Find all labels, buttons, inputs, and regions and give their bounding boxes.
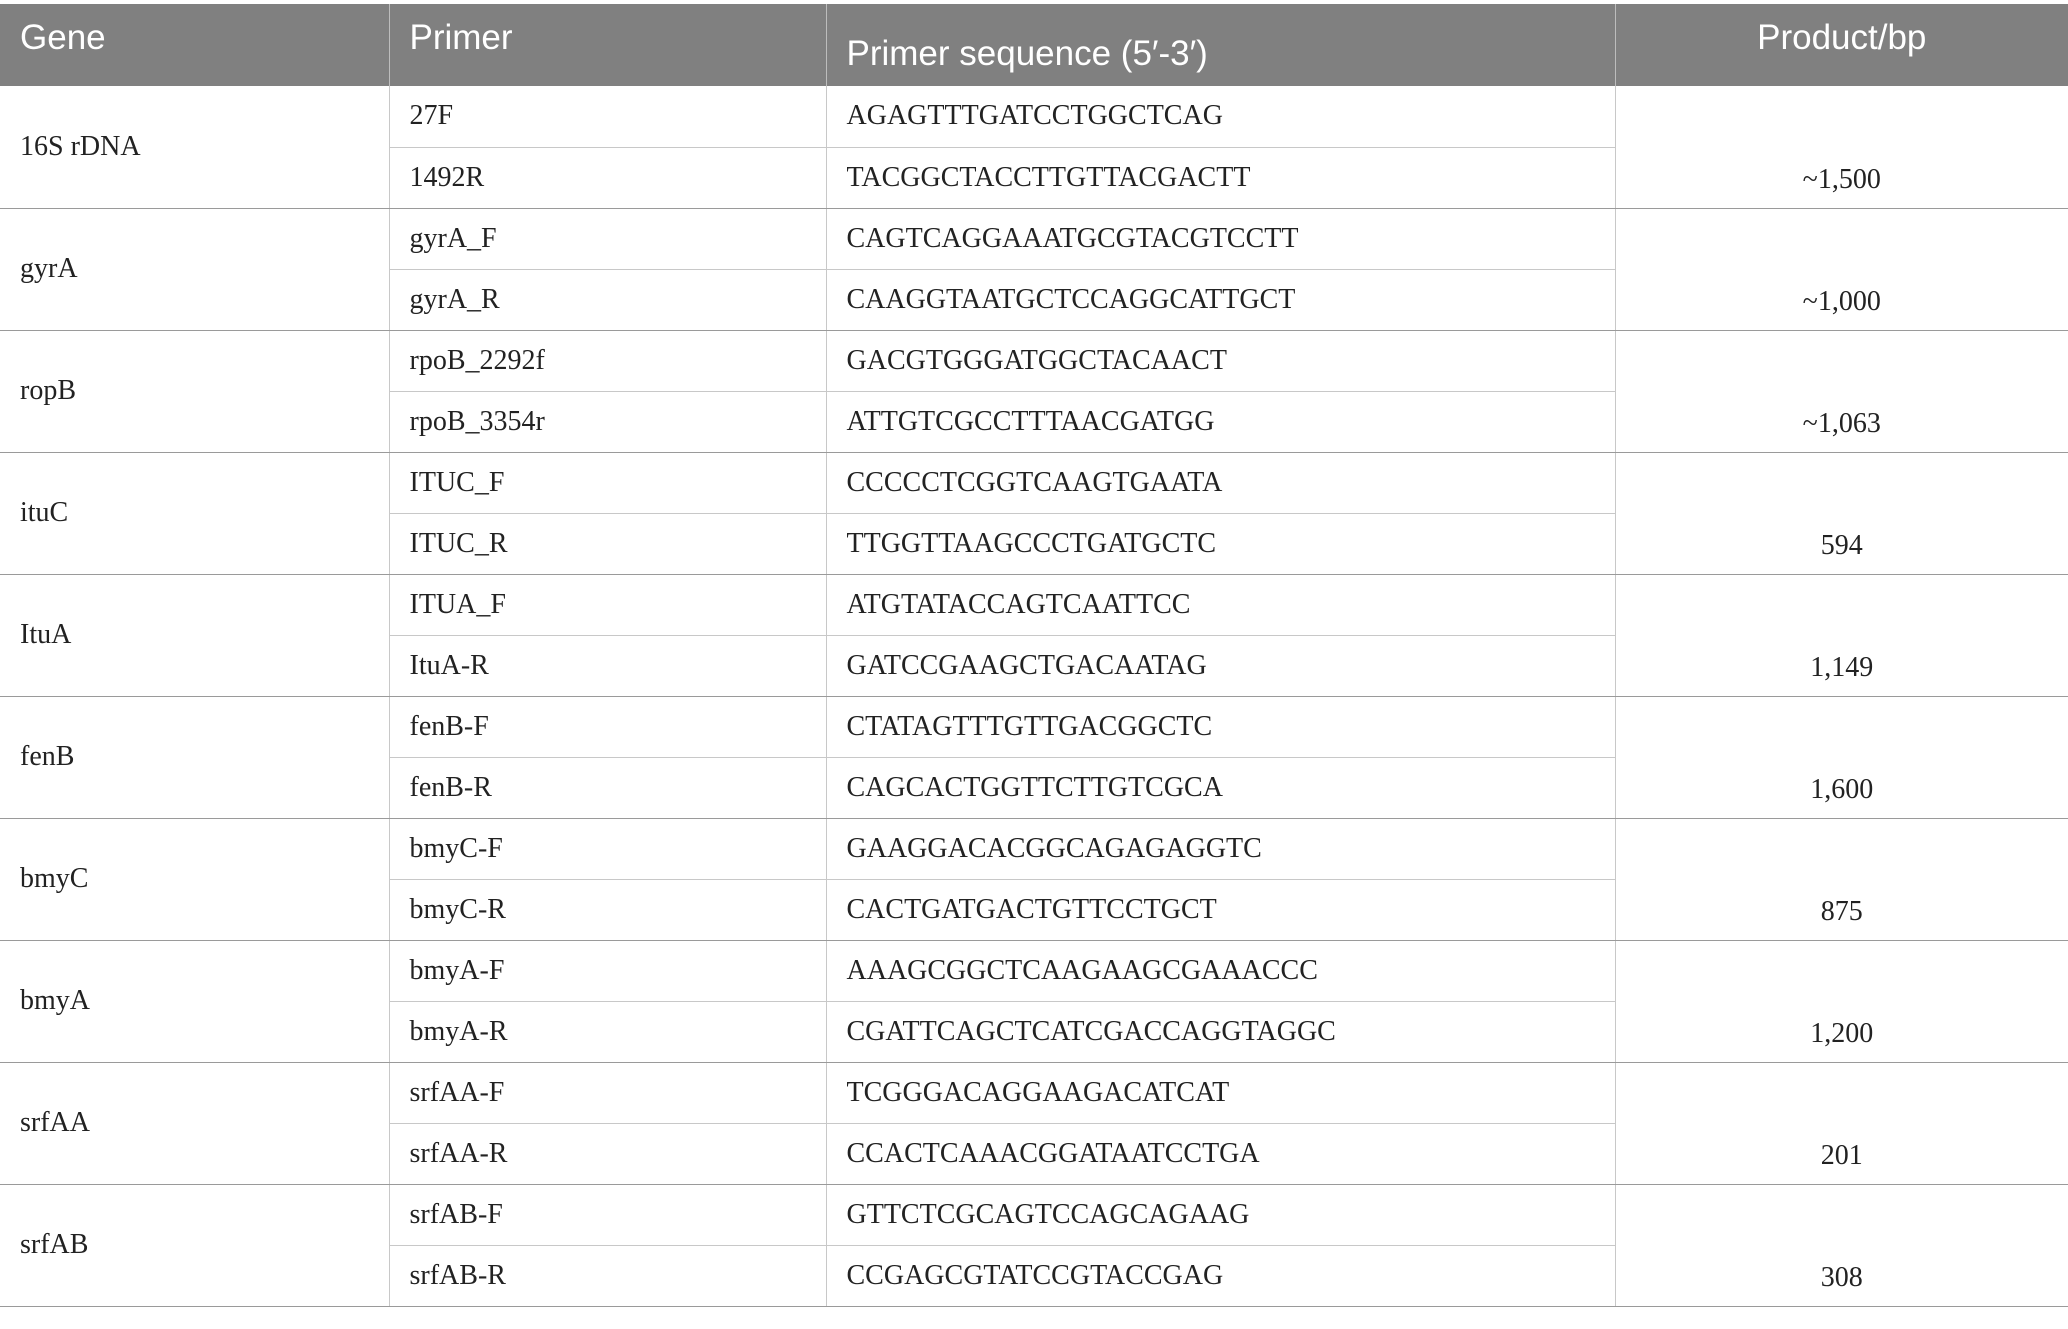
table-header [0,4,2068,86]
product-size-cell: 201 [1615,1062,2068,1184]
product-size-cell: ~1,500 [1615,86,2068,208]
table-row [0,86,2068,147]
primer-sequence-cell: TACGGCTACCTTGTTACGACTT [826,147,1615,208]
gene-cell: ropB [0,330,389,452]
product-size-cell: 1,600 [1615,696,2068,818]
primer-sequence-cell: CTATAGTTTGTTGACGGCTC [826,696,1615,757]
primer-sequence-cell: AGAGTTTGATCCTGGCTCAG [826,86,1615,147]
primer-name-cell: rpoB_2292f [389,330,826,391]
product-size-cell: 1,149 [1615,574,2068,696]
primer-name-cell: bmyA-F [389,940,826,1001]
primer-name-cell: gyrA_F [389,208,826,269]
primer-name-cell: srfAA-R [389,1123,826,1184]
gene-cell: 16S rDNA [0,86,389,208]
table-row [0,1062,2068,1123]
primer-sequence-cell: CCGAGCGTATCCGTACCGAG [826,1245,1615,1306]
gene-cell: bmyC [0,818,389,940]
primer-sequence-cell: GATCCGAAGCTGACAATAG [826,635,1615,696]
primer-name-cell: ItuA-R [389,635,826,696]
table-row [0,452,2068,513]
primer-name-cell: bmyC-F [389,818,826,879]
primer-sequence-cell: CAGTCAGGAAATGCGTACGTCCTT [826,208,1615,269]
table-row [0,940,2068,1001]
primer-name-cell: 1492R [389,147,826,208]
product-size-cell: 1,200 [1615,940,2068,1062]
table-body [0,86,2068,1306]
primer-sequence-cell: GAAGGACACGGCAGAGAGGTC [826,818,1615,879]
primer-name-cell: fenB-R [389,757,826,818]
gene-cell: srfAB [0,1184,389,1306]
primer-sequence-cell: GACGTGGGATGGCTACAACT [826,330,1615,391]
primer-sequence-cell: CCCCCTCGGTCAAGTGAATA [826,452,1615,513]
primer-sequence-cell: TCGGGACAGGAAGACATCAT [826,1062,1615,1123]
gene-cell: bmyA [0,940,389,1062]
primer-name-cell: srfAB-F [389,1184,826,1245]
product-size-cell: 875 [1615,818,2068,940]
header-primer: Primer [389,4,826,86]
table-row [0,330,2068,391]
primer-sequence-cell: ATGTATACCAGTCAATTCC [826,574,1615,635]
primer-name-cell: bmyC-R [389,879,826,940]
primer-name-cell: bmyA-R [389,1001,826,1062]
primer-name-cell: ITUA_F [389,574,826,635]
primer-name-cell: ITUC_R [389,513,826,574]
header-gene: Gene [0,4,389,86]
gene-cell: srfAA [0,1062,389,1184]
table-row [0,818,2068,879]
primer-name-cell: rpoB_3354r [389,391,826,452]
header-product: Product/bp [1615,4,2068,86]
primer-sequence-cell: TTGGTTAAGCCCTGATGCTC [826,513,1615,574]
gene-cell: fenB [0,696,389,818]
table-row [0,1184,2068,1245]
primer-sequence-cell: GTTCTCGCAGTCCAGCAGAAG [826,1184,1615,1245]
primer-name-cell: fenB-F [389,696,826,757]
product-size-cell: ~1,000 [1615,208,2068,330]
primer-sequence-cell: AAAGCGGCTCAAGAAGCGAAACCC [826,940,1615,1001]
product-size-cell: 308 [1615,1184,2068,1306]
primer-table [0,4,2068,1307]
table-row [0,208,2068,269]
header-sequence: Primer sequence (5′-3′) [826,4,1615,86]
primer-name-cell: gyrA_R [389,269,826,330]
gene-cell: ItuA [0,574,389,696]
primer-name-cell: ITUC_F [389,452,826,513]
primer-sequence-cell: CGATTCAGCTCATCGACCAGGTAGGC [826,1001,1615,1062]
product-size-cell: ~1,063 [1615,330,2068,452]
primer-sequence-cell: CACTGATGACTGTTCCTGCT [826,879,1615,940]
header-row [0,4,2068,86]
table-row [0,574,2068,635]
primer-sequence-cell: ATTGTCGCCTTTAACGATGG [826,391,1615,452]
primer-name-cell: srfAB-R [389,1245,826,1306]
primer-sequence-cell: CAAGGTAATGCTCCAGGCATTGCT [826,269,1615,330]
primer-name-cell: 27F [389,86,826,147]
primer-sequence-cell: CAGCACTGGTTCTTGTCGCA [826,757,1615,818]
gene-cell: gyrA [0,208,389,330]
table-row [0,696,2068,757]
primer-sequence-cell: CCACTCAAACGGATAATCCTGA [826,1123,1615,1184]
primer-name-cell: srfAA-F [389,1062,826,1123]
product-size-cell: 594 [1615,452,2068,574]
gene-cell: ituC [0,452,389,574]
